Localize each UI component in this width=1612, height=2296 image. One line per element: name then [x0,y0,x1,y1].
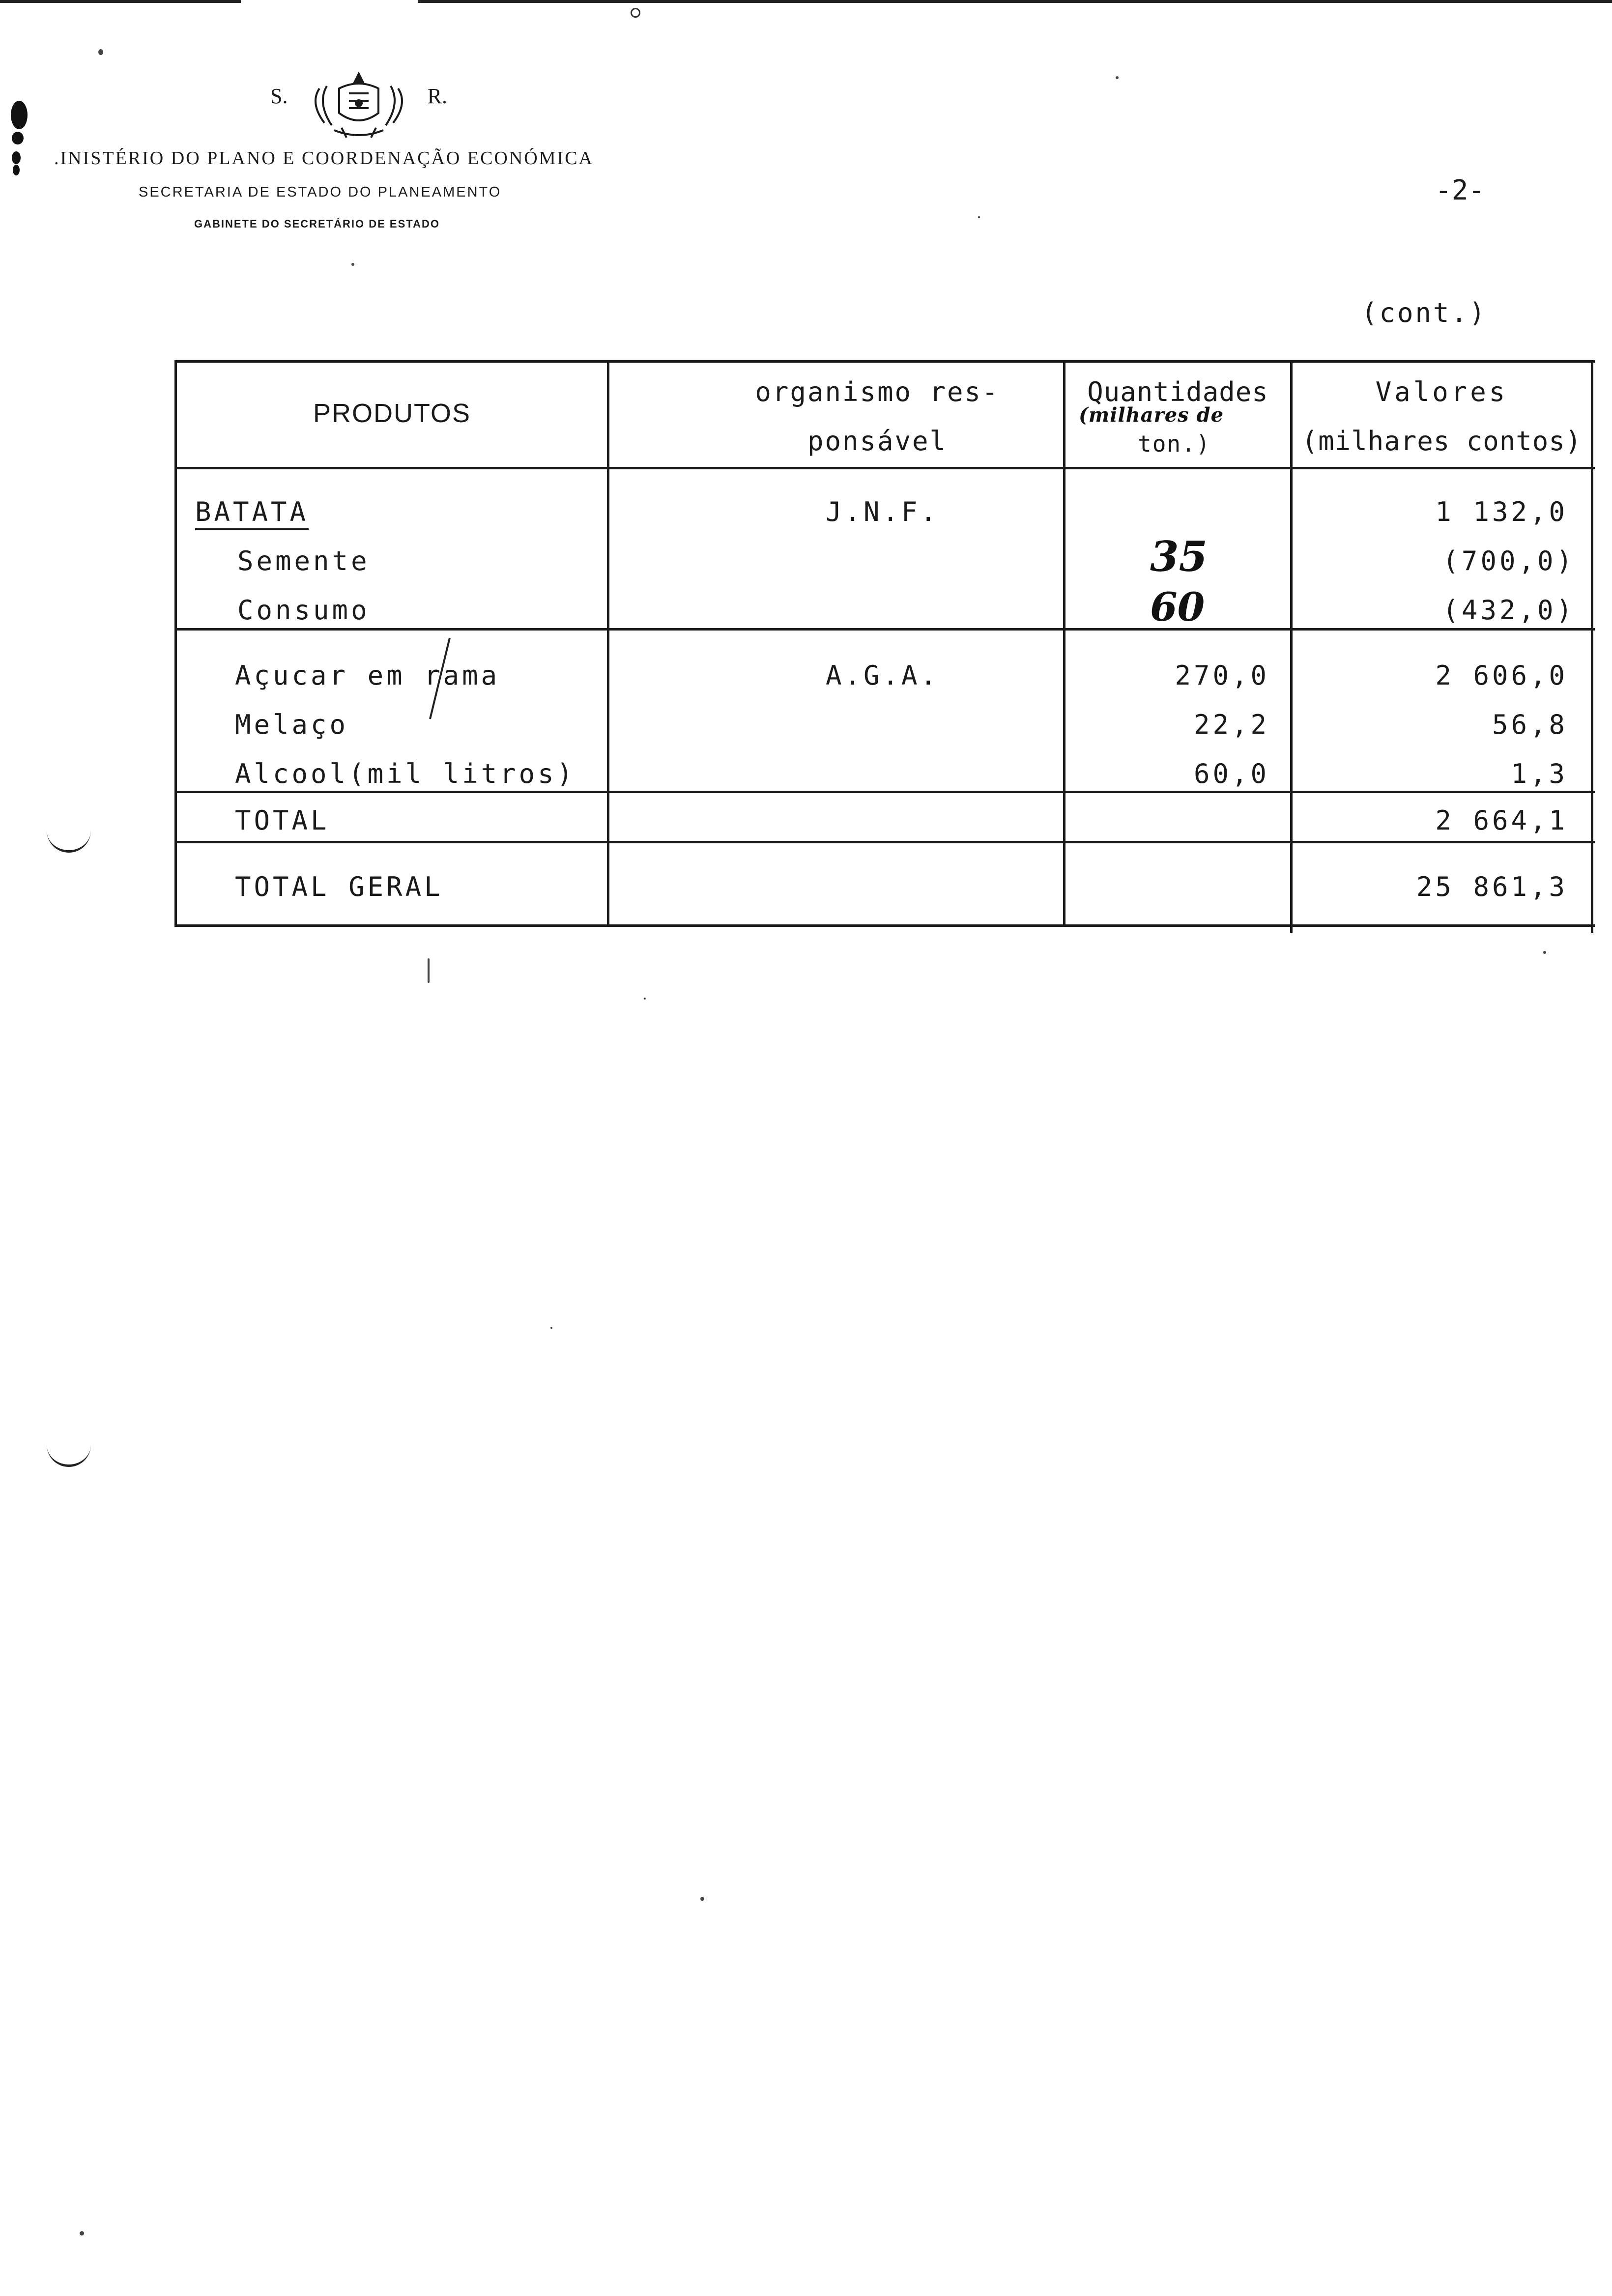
header-produtos: PRODUTOS [313,399,471,428]
row-acucar-produto: Açucar em rama [235,660,500,691]
header-valores-line1: Valores [1375,376,1508,407]
table-col-divider-1 [607,360,609,927]
header-quantidades-handwritten: (milhares de [1079,403,1224,427]
row-total-geral-valor: 25 861,3 [1416,871,1568,902]
binding-hole-mark-4 [13,165,20,175]
row-total-produto: TOTAL [235,805,330,836]
header-organismo-line1: organismo res- [755,376,1000,407]
header-organismo-line2: ponsável [807,426,948,457]
table-grand-divider [174,841,1595,843]
row-semente-quantidade: 35 [1150,532,1208,581]
ministry-title: .INISTÉRIO DO PLANO E COORDENAÇÃO ECONÓMICA [54,148,594,169]
emblem-row [270,69,447,143]
gabinete-subtitle: GABINETE DO SECRETÁRIO DE ESTADO [194,218,440,230]
table-total-divider [174,791,1595,793]
binding-hole-mark-3 [12,151,21,164]
row-batata-produto [195,496,309,527]
row-alcool-valor: 1,3 [1511,758,1568,789]
margin-arc-mark-1 [47,831,91,853]
continued-label: (cont.) [1361,297,1487,328]
table-col-divider-2 [1063,360,1065,927]
binding-hole-mark-2 [12,132,24,144]
row-consumo-quantidade: 60 [1150,584,1205,630]
row-acucar-valor: 2 606,0 [1435,660,1568,691]
scan-speck [1543,951,1546,954]
scan-speck [978,216,980,218]
row-semente-produto: Semente [237,545,370,576]
coat-of-arms-icon [300,69,418,143]
emblem-left-letter: S. [270,84,288,108]
header-valores-line2: (milhares contos) [1301,426,1582,457]
table-border-left [174,360,177,927]
handwritten-stroke-mark [425,635,455,724]
scan-speck [700,1897,704,1901]
products-table [174,360,1595,930]
row-alcool-produto: Alcool(mil litros) [235,758,576,789]
table-border-top [174,360,1595,363]
row-consumo-valor: (432,0) [1442,595,1575,626]
scan-speck [428,958,430,983]
row-semente-valor: (700,0) [1442,545,1575,576]
punch-hole-mark [631,8,640,18]
row-batata-valor: 1 132,0 [1435,496,1568,527]
scan-edge-gap [241,0,418,3]
row-melaco-valor: 56,8 [1492,709,1568,740]
row-alcool-quantidade: 60,0 [1193,758,1269,789]
row-total-valor: 2 664,1 [1435,805,1568,836]
page-number: -2- [1435,174,1485,206]
table-border-bottom [174,924,1595,927]
row-total-geral-produto: TOTAL GERAL [235,871,443,902]
emblem-right-letter: R. [427,84,447,108]
row-consumo-produto: Consumo [237,595,370,626]
scan-speck [1116,76,1119,79]
row-melaco-quantidade: 22,2 [1193,709,1269,740]
scan-speck [550,1327,552,1329]
scan-speck [98,49,103,55]
header-quantidades: Quantidades [1087,376,1268,407]
row-melaco-produto: Melaço [235,709,349,740]
row-acucar-quantidade: 270,0 [1175,660,1269,691]
binding-hole-mark-1 [11,101,28,129]
row-acucar-organismo: A.G.A. [826,660,940,691]
row-batata-label: BATATA [195,496,309,530]
scan-speck [644,998,646,1000]
table-border-right [1591,360,1593,933]
margin-arc-mark-2 [47,1445,91,1467]
scan-speck [80,2231,84,2236]
row-batata-organismo: J.N.F. [826,496,940,527]
header-quantidades-unit: ton.) [1138,430,1211,457]
table-header-divider [174,467,1595,469]
table-group-divider [174,628,1595,631]
secretaria-subtitle: SECRETARIA DE ESTADO DO PLANEAMENTO [139,184,502,200]
scan-speck [351,263,354,266]
